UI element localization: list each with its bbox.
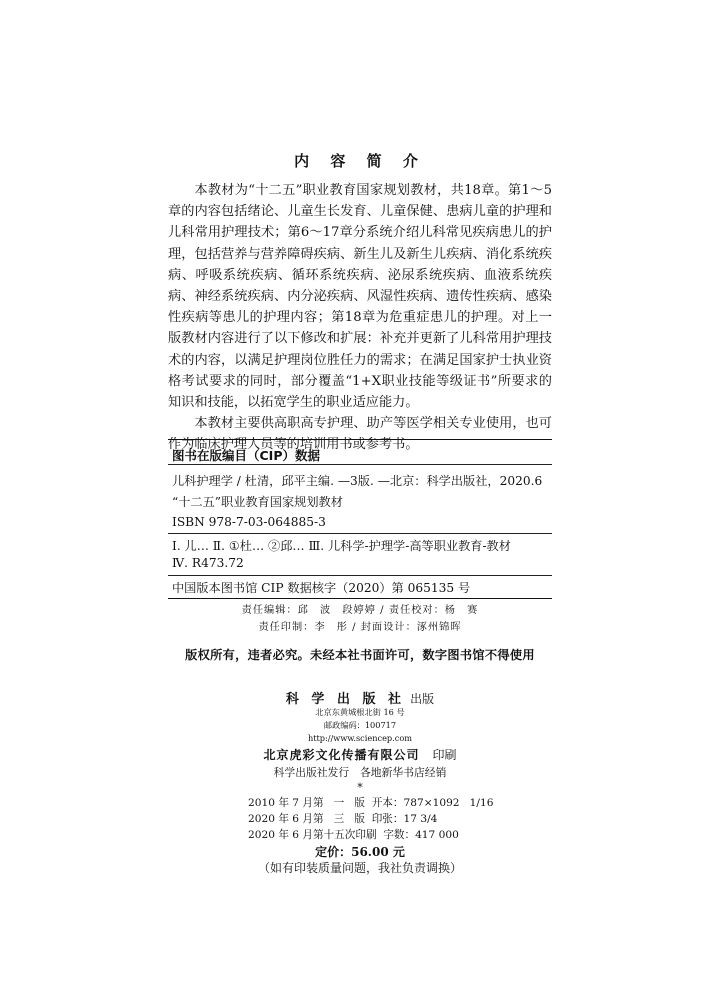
edition-row: 2020 年 6 月第十五次印刷 字数：417 000 [248,829,459,841]
separator-star: * [357,781,363,794]
publisher-line [0,688,720,707]
cip-divider [168,533,552,534]
printer-name: 北京虎彩文化传播有限公司 [263,748,420,762]
intro-paragraph: 本教材主要供高职高专护理、助产等医学相关专业使用，也可作为临床护理人员等的培训用书或参考书。 [168,416,552,453]
cip-classification-code: Ⅳ. R473.72 [172,556,244,570]
editor-credits: 责任编辑：邱 波 段婷婷 / 责任校对：杨 赛 [241,605,479,616]
publisher-role: 出版 [410,692,435,706]
price: 定价：56.00 元 [315,845,405,859]
cip-divider [168,575,552,576]
cip-series-line: “十二五”职业教育国家规划教材 [172,495,343,509]
cip-bottom-rule [168,598,552,599]
printer-role: 印刷 [432,748,457,762]
cip-isbn: ISBN 978-7-03-064885-3 [172,515,326,529]
publisher-postcode: 邮政编码：100717 [323,720,397,730]
cip-record-number: 中国版本图书馆 CIP 数据核字（2020）第 065135 号 [172,581,471,595]
publisher-address: 北京东黄城根北街 16 号 [315,707,405,717]
cip-top-rule [168,439,552,440]
intro-title: 内 容 简 介 [294,152,426,170]
publisher-website: http://www.sciencep.com [307,733,413,743]
cip-title-line: 儿科护理学 / 杜清，邱平主编. —3版. —北京：科学出版社，2020.6 [172,474,543,488]
distribution-line: 科学出版社发行 各地新华书店经销 [273,766,447,779]
production-credits: 责任印制：李 彤 / 封面设计：涿州锦晖 [258,622,462,633]
publisher-name: 科 学 出 版 社 [285,692,405,707]
intro-body [168,180,552,456]
copyright-notice: 版权所有，违者必究。未经本社书面许可，数字图书馆不得使用 [185,648,535,662]
cip-heading: 图书在版编目（CIP）数据 [172,448,320,463]
edition-row: 2020 年 6 月第 三 版 印张：17 3/4 [248,813,438,825]
cip-divider [168,464,552,465]
cip-classification: Ⅰ. 儿… Ⅱ. ①杜… ②邱… Ⅲ. 儿科学-护理学-高等职业教育-教材 [172,539,511,553]
intro-paragraph: 本教材为“十二五”职业教育国家规划教材，共18章。第1～5章的内容包括绪论、儿童生长发育、儿童保健、患病儿童的护理和儿科常用护理技术；第6～17章分系统介绍儿科常见疾病患儿的护理，包括营养与营养障碍疾病、新生儿及新生儿疾病、消化系统疾病、呼吸系统疾病、循环系统疾病、泌尿系统疾病、血液系统疾病、神经系统疾病、内分泌疾病、风湿性疾病、遗传性疾病、感染性疾病等患儿的护理内容；第18章为危重症患儿的护理。对上一版教材内容进行了以下修改和扩展：补充并更新了儿科常用护理技术的内容，以满足护理岗位胜任力的需求；在满足国家护士执业资格考试要求的同时，部分覆盖“1+X职业技能等级证书”所要求的知识和技能，以拓宽学生的职业适应能力。 [168,183,552,411]
printer-line [0,744,720,763]
quality-note: （如有印装质量问题，我社负责调换） [257,861,462,875]
edition-row: 2010 年 7 月第 一 版 开本：787×1092 1/16 [248,797,494,809]
